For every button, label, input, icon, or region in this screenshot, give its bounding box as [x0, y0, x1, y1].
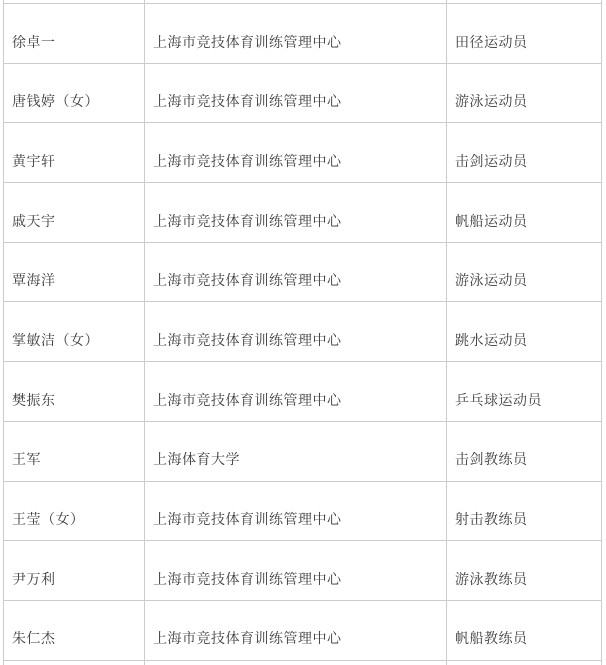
- cell-name-empty: [4, 0, 145, 3]
- cell-name: 覃海洋: [4, 243, 145, 302]
- cell-name: 掌敏洁（女）: [4, 302, 145, 361]
- cell-role: 跳水运动员: [447, 302, 602, 361]
- cell-organization: 上海市竞技体育训练管理中心: [145, 482, 447, 541]
- cell-organization: 上海市竞技体育训练管理中心: [145, 541, 447, 600]
- cell-role: 击剑教练员: [447, 422, 602, 481]
- cell-organization: 上海体育大学: [145, 422, 447, 481]
- cell-role: 射击教练员: [447, 482, 602, 541]
- cell-role: 田径运动员: [447, 4, 602, 63]
- table-row: [4, 541, 602, 601]
- cell-role: 游泳教练员: [447, 541, 602, 600]
- cell-name: 唐钱婷（女）: [4, 64, 145, 123]
- cell-name: 王莹（女）: [4, 482, 145, 541]
- cell-role: 帆船运动员: [447, 183, 602, 242]
- cell-name: 王军: [4, 422, 145, 481]
- table-row: [4, 123, 602, 183]
- table-row: [4, 64, 602, 124]
- cell-organization: 上海市竞技体育训练管理中心: [145, 4, 447, 63]
- cell-name-empty: [4, 661, 145, 665]
- cell-organization: 上海市竞技体育训练管理中心: [145, 601, 447, 660]
- table-body: [4, 4, 602, 661]
- cell-organization: 上海市竞技体育训练管理中心: [145, 302, 447, 361]
- cell-role-empty: [447, 661, 602, 665]
- cell-organization: 上海市竞技体育训练管理中心: [145, 64, 447, 123]
- cell-organization: 上海市竞技体育训练管理中心: [145, 183, 447, 242]
- cell-name: 尹万利: [4, 541, 145, 600]
- table-row: [4, 302, 602, 362]
- table-row: [4, 362, 602, 422]
- cell-role: 击剑运动员: [447, 123, 602, 182]
- cell-name: 朱仁杰: [4, 601, 145, 660]
- cell-organization: 上海市竞技体育训练管理中心: [145, 123, 447, 182]
- cell-name: 徐卓一: [4, 4, 145, 63]
- table-row: [4, 422, 602, 482]
- table-row: [4, 482, 602, 542]
- table-row: [4, 243, 602, 303]
- cell-name: 戚天宇: [4, 183, 145, 242]
- table-row: [4, 4, 602, 64]
- cell-role: 乒乓球运动员: [447, 362, 602, 421]
- table-row-partial-bottom: [4, 661, 602, 665]
- cell-organization: 上海市竞技体育训练管理中心: [145, 243, 447, 302]
- personnel-table: [3, 0, 602, 665]
- cell-role: 游泳运动员: [447, 64, 602, 123]
- table-row: [4, 601, 602, 661]
- cell-organization-empty: [145, 0, 447, 3]
- cell-role: 游泳运动员: [447, 243, 602, 302]
- cell-name: 黄宇轩: [4, 123, 145, 182]
- cell-name: 樊振东: [4, 362, 145, 421]
- cell-role: 帆船教练员: [447, 601, 602, 660]
- table-row: [4, 183, 602, 243]
- cell-organization: 上海市竞技体育训练管理中心: [145, 362, 447, 421]
- cell-organization-empty: [145, 661, 447, 665]
- cell-role-empty: [447, 0, 602, 3]
